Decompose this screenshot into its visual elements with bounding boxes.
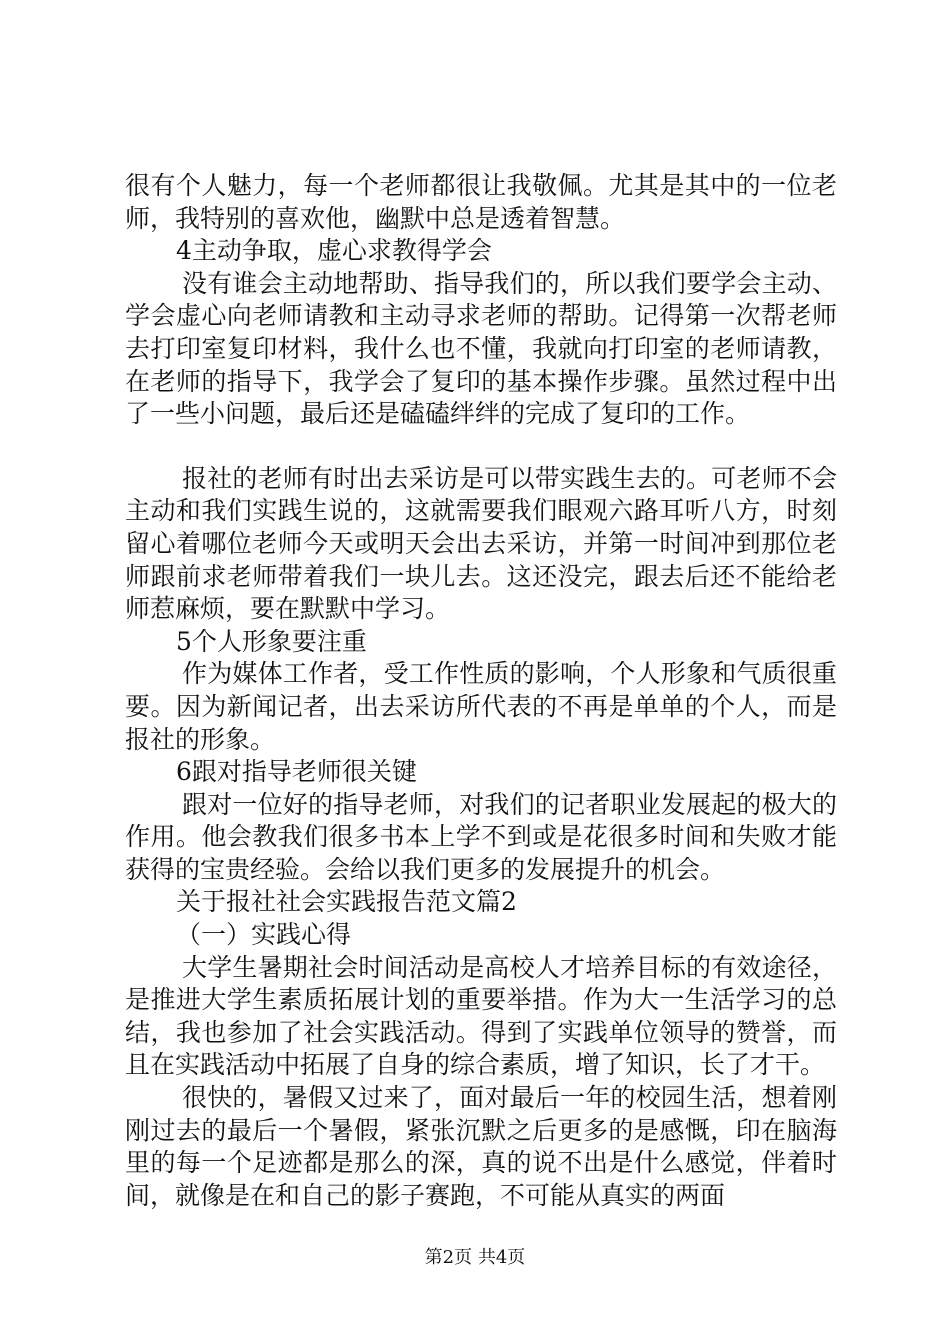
paragraph-image: 作为媒体工作者，受工作性质的影响，个人形象和气质很重要。因为新闻记者，出去采访所代表的不再是单单的个人，而是报社的形象。	[125, 659, 837, 754]
article-title-2: 关于报社社会实践报告范文篇2	[176, 887, 517, 917]
paragraph-ask-teachers: 没有谁会主动地帮助、指导我们的，所以我们要学会主动、学会虚心向老师请教和主动寻求老师的帮助。记得第一次帮老师去打印室复印材料，我什么也不懂，我就向打印室的老师请教，在老师的指导下，我学会了复印的基本操作步骤。虽然过程中出了一些小问题，最后还是磕磕绊绊的完成了复印的工作。	[125, 268, 837, 429]
page-footer: 第2页 共4页	[424, 1247, 526, 1268]
paragraph-mentor: 跟对一位好的指导老师，对我们的记者职业发展起的极大的作用。他会教我们很多书本上学不到或是花很多时间和失败才能获得的宝贵经验。会给以我们更多的发展提升的机会。	[125, 789, 837, 884]
document-body	[125, 170, 837, 1212]
paragraph-gap	[125, 431, 837, 463]
paragraph-continued: 很有个人魅力，每一个老师都很让我敬佩。尤其是其中的一位老师，我特别的喜欢他，幽默中总是透着智慧。	[125, 171, 837, 233]
section-heading-6: 6跟对指导老师很关键	[176, 757, 417, 787]
section-heading-4: 4主动争取，虚心求教得学会	[176, 236, 492, 266]
paragraph-last-summer: 很快的，暑假又过来了，面对最后一年的校园生活，想着刚刚过去的最后一个暑假，紧张沉默之后更多的是感慨，印在脑海里的每一个足迹都是那么的深，真的说不出是什么感觉，伴着时间，就像是在和自己的影子赛跑，不可能从真实的两面	[125, 1083, 837, 1210]
paragraph-summer-practice: 大学生暑期社会时间活动是高校人才培养目标的有效途径，是推进大学生素质拓展计划的重要举措。作为大一生活学习的总结，我也参加了社会实践活动。得到了实践单位领导的赞誉，而且在实践活动中拓展了自身的综合素质，增了知识，长了才干。	[125, 952, 837, 1080]
paragraph-interviews: 报社的老师有时出去采访是可以带实践生去的。可老师不会主动和我们实践生说的，这就需要我们眼观六路耳听八方，时刻留心着哪位老师今天或明天会出去采访，并第一时间冲到那位老师跟前求老师带着我们一块儿去。这还没完，跟去后还不能给老师惹麻烦，要在默默中学习。	[125, 463, 837, 624]
subsection-heading: （一）实践心得	[176, 920, 352, 950]
section-heading-5: 5个人形象要注重	[176, 626, 367, 656]
